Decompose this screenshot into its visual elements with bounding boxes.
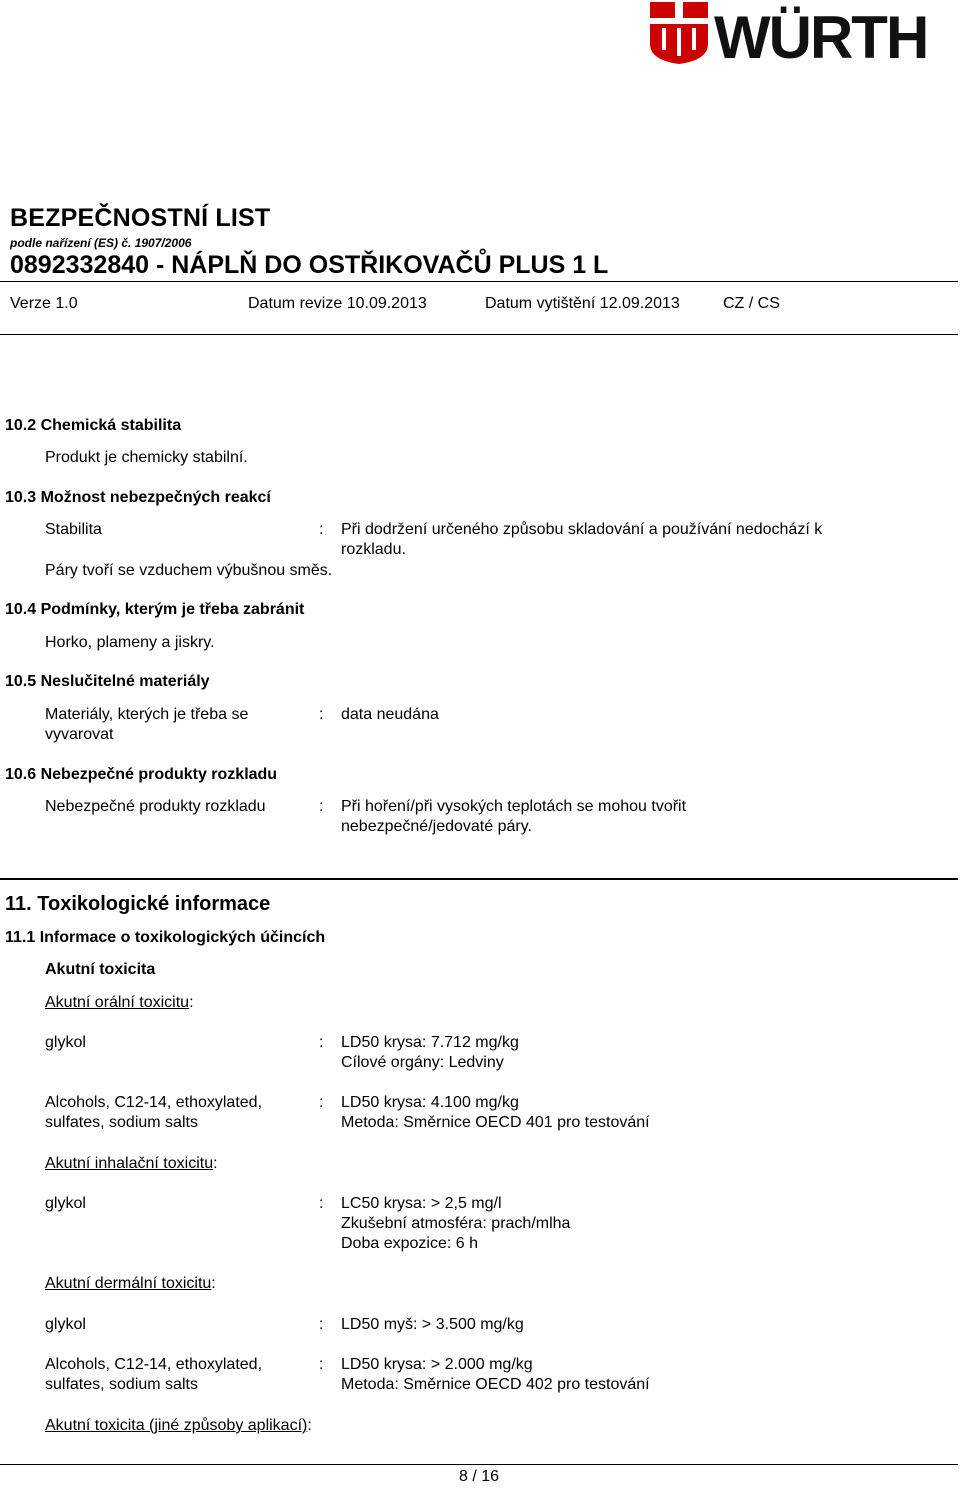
header-divider-top: [0, 281, 958, 282]
header-divider-bottom: [0, 334, 958, 335]
incompatible-label-line2: vyvarovat: [45, 726, 114, 743]
language: CZ / CS: [723, 295, 780, 312]
incompatible-label-line1: Materiály, kterých je třeba se: [45, 706, 249, 723]
section-10-3-heading: 10.3 Možnost nebezpečných reakcí: [5, 489, 271, 506]
stability-value-line2: rozkladu.: [341, 541, 406, 558]
inhal-row-1-value-2: Zkušební atmosféra: prach/mlha: [341, 1215, 571, 1232]
decomposition-value-line2: nebezpečné/jedovaté páry.: [341, 818, 532, 835]
oral-row-2-value-2: Metoda: Směrnice OECD 401 pro testování: [341, 1114, 650, 1131]
derm-row-1-substance: glykol: [45, 1316, 86, 1333]
document-regulation: podle nařízení (ES) č. 1907/2006: [10, 236, 192, 250]
oral-row-2-substance-line1: Alcohols, C12-14, ethoxylated,: [45, 1094, 263, 1111]
inhal-row-1-value-1: LC50 krysa: > 2,5 mg/l: [341, 1195, 502, 1212]
section-10-4-text: Horko, plameny a jiskry.: [45, 634, 215, 651]
inhal-row-1-colon: :: [319, 1195, 324, 1212]
inhalation-toxicity-heading: Akutní inhalační toxicitu:: [45, 1155, 218, 1172]
dermal-toxicity-heading: Akutní dermální toxicitu:: [45, 1275, 216, 1292]
other-routes-toxicity-heading: Akutní toxicita (jiné způsoby aplikací):: [45, 1417, 312, 1434]
inhal-row-1-value-3: Doba expozice: 6 h: [341, 1235, 478, 1252]
wurth-logo: [648, 2, 958, 64]
section-10-4-heading: 10.4 Podmínky, kterým je třeba zabránit: [5, 601, 305, 618]
inhal-row-1-substance: glykol: [45, 1195, 86, 1212]
oral-row-2-value-1: LD50 krysa: 4.100 mg/kg: [341, 1094, 519, 1111]
derm-row-1-value-1: LD50 myš: > 3.500 mg/kg: [341, 1316, 524, 1333]
oral-row-2-colon: :: [319, 1094, 324, 1111]
oral-row-1-colon: :: [319, 1034, 324, 1051]
logo-wordmark: WÜRTH: [714, 4, 928, 64]
oral-row-1-value-2: Cílové orgány: Ledviny: [341, 1054, 504, 1071]
derm-row-2-substance-line2: sulfates, sodium salts: [45, 1376, 198, 1393]
section-10-3-text: Páry tvoří se vzduchem výbušnou směs.: [45, 562, 333, 579]
stability-colon: :: [319, 521, 324, 538]
derm-row-1-colon: :: [319, 1316, 324, 1333]
decomposition-label: Nebezpečné produkty rozkladu: [45, 798, 266, 815]
acute-toxicity-heading: Akutní toxicita: [45, 961, 156, 978]
derm-row-2-value-1: LD50 krysa: > 2.000 mg/kg: [341, 1356, 533, 1373]
oral-toxicity-heading: Akutní orální toxicitu:: [45, 994, 194, 1011]
page-number: 8 / 16: [458, 1468, 500, 1485]
section-10-2-heading: 10.2 Chemická stabilita: [5, 417, 182, 434]
decomposition-value-line1: Při hoření/při vysokých teplotách se mohou tvořit: [341, 798, 687, 815]
stability-value-line1: Při dodržení určeného způsobu skladování a používání nedochází k: [341, 521, 823, 538]
incompatible-value: data neudána: [341, 706, 439, 723]
stability-label: Stabilita: [45, 521, 102, 538]
footer-divider: [0, 1464, 958, 1465]
derm-row-2-value-2: Metoda: Směrnice OECD 402 pro testování: [341, 1376, 650, 1393]
oral-row-1-value-1: LD50 krysa: 7.712 mg/kg: [341, 1034, 519, 1051]
document-title: BEZPEČNOSTNÍ LIST: [10, 204, 271, 232]
version: Verze 1.0: [10, 295, 78, 312]
incompatible-colon: :: [319, 706, 324, 723]
oral-row-2-substance-line2: sulfates, sodium salts: [45, 1114, 198, 1131]
section-10-5-heading: 10.5 Neslučitelné materiály: [5, 673, 210, 690]
derm-row-2-colon: :: [319, 1356, 324, 1373]
print-date: Datum vytištění 12.09.2013: [485, 295, 680, 312]
oral-row-1-substance: glykol: [45, 1034, 86, 1051]
derm-row-2-substance-line1: Alcohols, C12-14, ethoxylated,: [45, 1356, 263, 1373]
wurth-logo-graphic: [648, 2, 958, 64]
section-11-divider: [0, 878, 958, 880]
revision-date: Datum revize 10.09.2013: [248, 295, 427, 312]
section-10-2-text: Produkt je chemicky stabilní.: [45, 449, 248, 466]
product-name: 0892332840 - NÁPLŇ DO OSTŘIKOVAČŮ PLUS 1 L: [10, 251, 609, 279]
section-11-heading: 11. Toxikologické informace: [5, 893, 271, 915]
decomposition-colon: :: [319, 798, 324, 815]
section-11-1-heading: 11.1 Informace o toxikologických účincích: [5, 929, 326, 946]
section-10-6-heading: 10.6 Nebezpečné produkty rozkladu: [5, 766, 278, 783]
